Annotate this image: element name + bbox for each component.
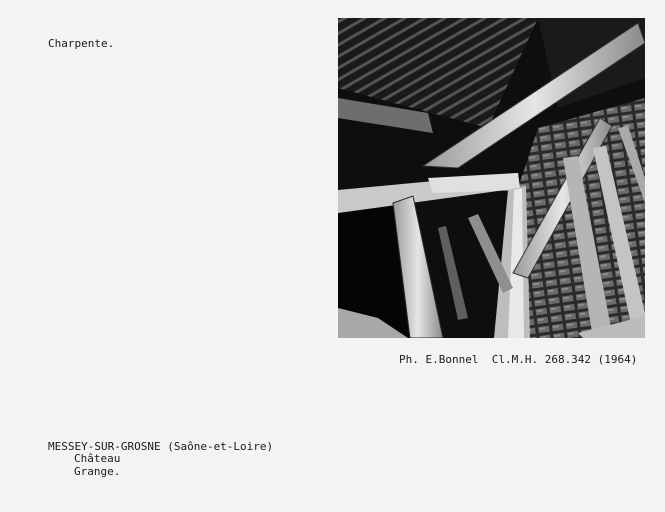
caption-title: Charpente. (48, 37, 115, 50)
location-line: MESSEY-SUR-GROSNE (Saône-et-Loire) (48, 440, 274, 453)
timber-roof-photo (338, 18, 645, 338)
detail-line: Grange. (74, 465, 121, 478)
photo-credit: Ph. E.Bonnel Cl.M.H. 268.342 (1964) (399, 353, 638, 366)
photograph (338, 18, 645, 338)
building-line: Château (74, 452, 121, 465)
